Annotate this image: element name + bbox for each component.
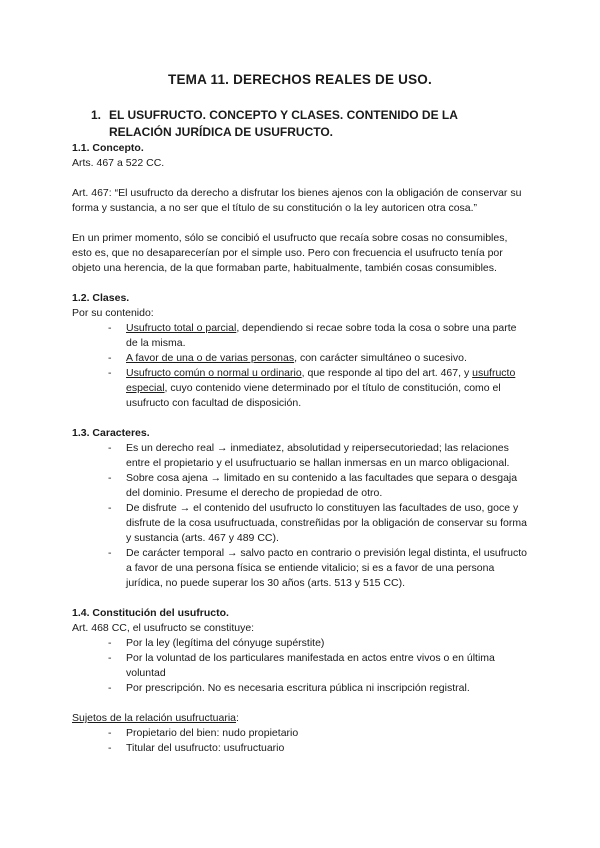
sujetos-heading-text: Sujetos de la relación usufructuaria — [72, 712, 237, 724]
articles-reference: Arts. 467 a 522 CC. — [72, 157, 165, 169]
list-item: - Titular del usufructo: usufructuario — [108, 741, 528, 756]
constitucion-list — [72, 636, 528, 696]
subheading-concepto: 1.1. Concepto. — [72, 142, 144, 154]
item-text: , con carácter simultáneo o sucesivo. — [294, 352, 467, 364]
list-item: - De carácter temporal → salvo pacto en contrario o previsión legal distinta, el usufructo a favor de una persona física se entiende vitalicio; si es a favor de una persona jurídica, no puede superar los 30 años (arts. 513 y 515 CC). — [108, 546, 528, 591]
item-text: , cuyo contenido viene determinado por el título de constitución, como el usufructo con facultad de disposición. — [126, 382, 501, 409]
list-item: - Sobre cosa ajena → limitado en su contenido a las facultades que separa o desgaja del dominio. Presume el derecho de propiedad de otro. — [108, 471, 528, 501]
item-text: , que responde al tipo del art. 467, y — [301, 367, 473, 379]
clases-intro: Por su contenido: — [72, 307, 154, 319]
document-body — [72, 141, 528, 756]
concepto-paragraph: En un primer momento, sólo se concibió el usufructo que recaía sobre cosas no consumibles, esto es, que no desaparecerían por el simple uso. Pero con frecuencia el usufructo tenía por objeto una herencia, de la que formaban parte, habitualmente, también cosas consumibles. — [72, 232, 508, 274]
clases-list — [72, 321, 528, 411]
subheading-clases: 1.2. Clases. — [72, 292, 130, 304]
constitucion-intro: Art. 468 CC, el usufructo se constituye: — [72, 622, 255, 634]
list-item — [108, 366, 528, 411]
sujetos-list — [72, 726, 528, 756]
list-item — [108, 321, 528, 351]
caracteres-list — [72, 441, 528, 591]
underlined-term: Usufructo total o parcial — [126, 322, 237, 334]
article-467-quote: Art. 467: “El usufructo da derecho a disfrutar los bienes ajenos con la obligación de conservar su forma y sustancia, a no ser que el título de su constitución o la ley autoricen otra cosa.” — [72, 187, 522, 214]
list-item: - Por prescripción. No es necesaria escritura pública ni inscripción registral. — [108, 681, 528, 696]
section-heading — [91, 107, 510, 141]
list-item: - Propietario del bien: nudo propietario — [108, 726, 528, 741]
list-item: - De disfrute → el contenido del usufructo lo constituyen las facultades de uso, goce y disfrute de la cosa usufructuada, constreñidas por la obligación de conservar su forma y sustancia (arts. 467 y 489 CC). — [108, 501, 528, 546]
list-item: - Por la ley (legítima del cónyuge supérstite) — [108, 636, 528, 651]
list-item: - Es un derecho real → inmediatez, absolutidad y reipersecutoriedad; las relaciones entre el propietario y el usufructuario se hallan inmersas en un marco obligacional. — [108, 441, 528, 471]
subheading-caracteres: 1.3. Caracteres. — [72, 427, 150, 439]
underlined-term: usufructo especial — [126, 367, 516, 394]
document-title: TEMA 11. DERECHOS REALES DE USO. — [168, 72, 432, 87]
sujetos-colon: : — [236, 712, 239, 724]
section-heading-text: EL USUFRUCTO. CONCEPTO Y CLASES. CONTENIDO DE LA RELACIÓN JURÍDICA DE USUFRUCTO. — [109, 108, 458, 139]
subheading-constitucion: 1.4. Constitución del usufructo. — [72, 607, 229, 619]
section-number: 1. — [91, 108, 102, 122]
list-item: - Por la voluntad de los particulares manifestada en actos entre vivos o en última voluntad — [108, 651, 528, 681]
list-item — [108, 351, 528, 366]
item-text: , dependiendo si recae sobre toda la cosa o sobre una parte de la misma. — [126, 322, 517, 349]
underlined-term: A favor de una o de varias personas — [126, 352, 295, 364]
underlined-term: Usufructo común o normal u ordinario — [126, 367, 302, 379]
sujetos-heading — [72, 711, 528, 726]
